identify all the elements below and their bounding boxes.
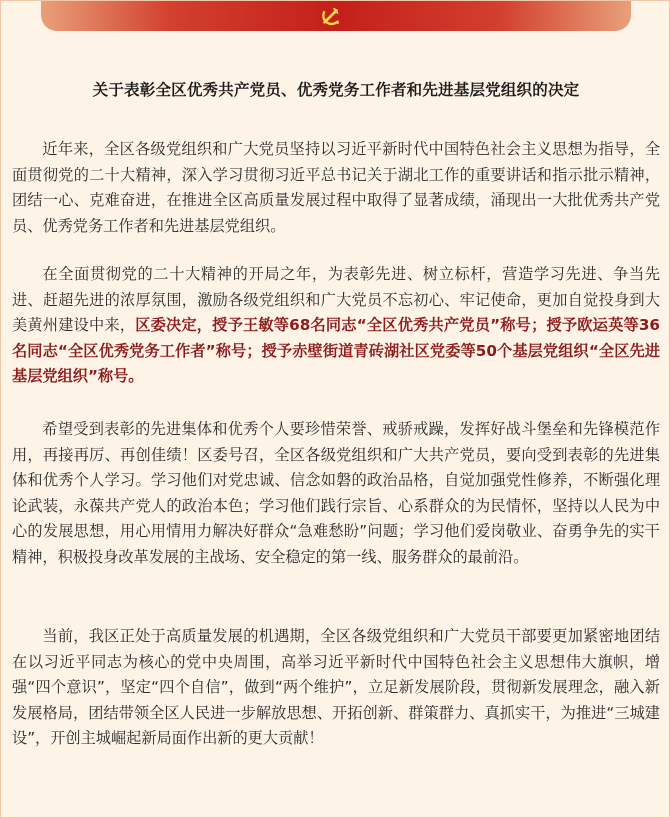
party-emblem-icon [320, 4, 342, 26]
paragraph-decision [12, 262, 660, 390]
paragraph-text: 希望受到表彰的先进集体和优秀个人要珍惜荣誉、戒骄戒躁，发挥好战斗堡垒和先锋模范作用，再接再厉、再创佳绩！区委号召，全区各级党组织和广大共产党员，要向受到表彰的先进集体和优秀个人学习。学习他们对党忠诚、信念如磐的政治品格，自觉加强党性修养，不断强化理论武装，永葆共产党人的政治本色；学习他们践行宗旨、心系群众的为民情怀，坚持以人民为中心的发展思想，用心用情用力解决好群众“急难愁盼”问题；学习他们爱岗敬业、奋勇争先的实干精神，积极投身改革发展的主战场、安全稳定的第一线、服务群众的最前沿。 [12, 420, 660, 566]
document-title: 关于表彰全区优秀共产党员、优秀党务工作者和先进基层党组织的决定 [92, 81, 580, 99]
paragraph-call-to-learn [12, 417, 660, 570]
paragraph-intro [12, 137, 660, 239]
paragraph-text: 当前，我区正处于高质量发展的机遇期，全区各级党组织和广大党员干部要更加紧密地团结在以习近平同志为核心的党中央周围，高举习近平新时代中国特色社会主义思想伟大旗帜，增强“四个意识”，坚定“四个自信”，做到“两个维护”，立足新发展阶段，贯彻新发展理念，融入新发展格局，团结带领全区人民进一步解放思想、开拓创新、群策群力、真抓实干，为推进“三城建设”，开创主城崛起新局面作出新的更大贡献！ [12, 627, 660, 747]
paragraph-text: 近年来，全区各级党组织和广大党员坚持以习近平新时代中国特色社会主义思想为指导，全面贯彻党的二十大精神，深入学习贯彻习近平总书记关于湖北工作的重要讲话和指示批示精神，团结一心、克难奋进，在推进全区高质量发展过程中取得了显著成绩，涌现出一大批优秀共产党员、优秀党务工作者和先进基层党组织。 [12, 140, 660, 235]
decision-highlight: 区委决定，授予王敏等68名同志“全区优秀共产党员”称号；授予欧运英等36名同志“全区优秀党务工作者”称号；授予赤壁街道青砖湖社区党委等50个基层党组织“全区先进基层党组织”称号。 [12, 316, 661, 385]
paragraph-closing [12, 624, 660, 752]
paragraph-text: 在全面贯彻党的二十大精神的开局之年，为表彰先进、树立标杆，营造学习先进、争当先进、赶超先进的浓厚氛围，激励各级党组织和广大党员不忘初心、牢记使命，更加自觉投身到大美黄州建设中来， [12, 265, 660, 334]
